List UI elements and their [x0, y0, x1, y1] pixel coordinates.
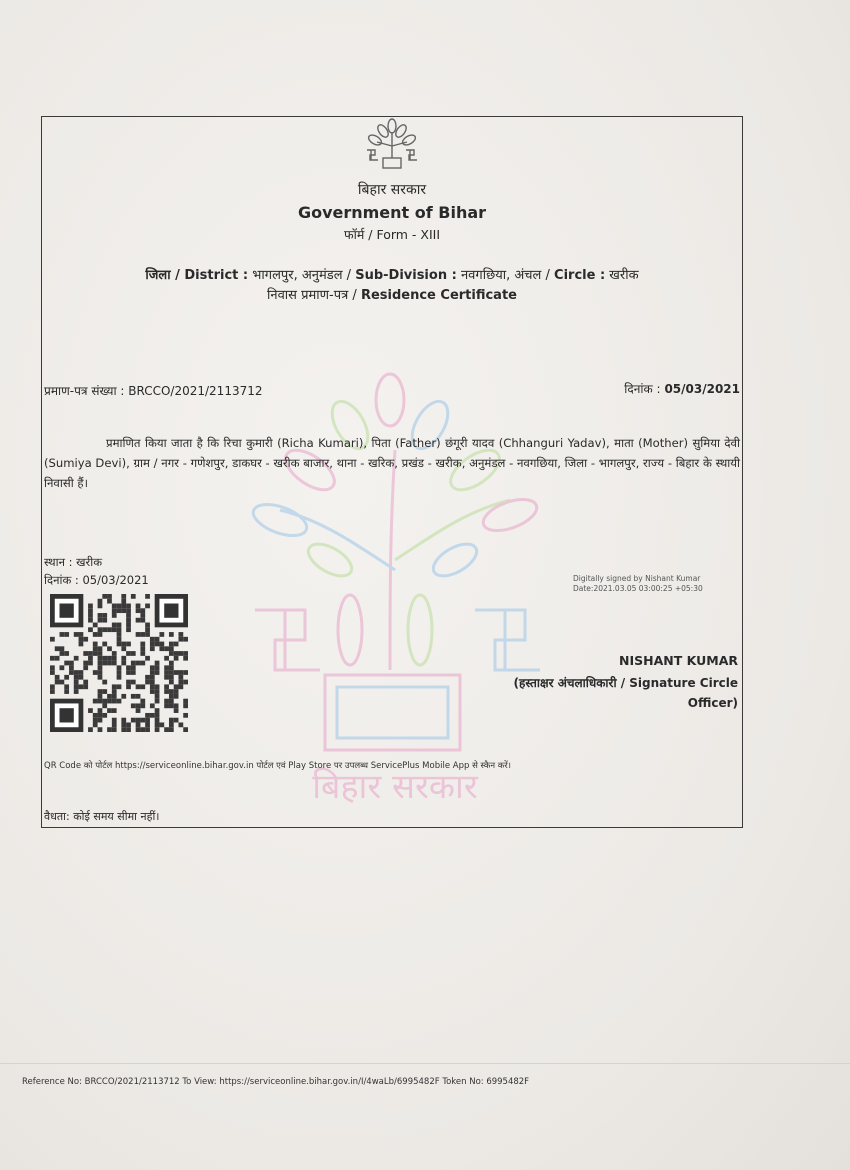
certificate-number: प्रमाण-पत्र संख्या : BRCCO/2021/2113712: [44, 384, 263, 398]
certificate-type-english: Residence Certificate: [360, 288, 517, 303]
certificate-body: प्रमाणित किया जाता है कि रिचा कुमारी (Richa Kumari), पिता (Father) छंगूरी यादव (Chhanguri Yadav), माता (Mother) सुमिया देवी (Sumiya Devi), ग्राम / नगर - गणेशपुर, डाकघर - खरीक बाजार, थाना - खरिक, प्रखंड - खरीक, अनुमंडल - नवगछिया, जिला - भागलपुर, राज्य - बिहार के स्थायी निवासी हैं।: [44, 436, 740, 490]
signatory-name: NISHANT KUMAR: [619, 653, 738, 668]
fold-line: [0, 1063, 850, 1064]
digital-signature-line-2: Date:2021.03.05 03:00:25 +05:30: [573, 584, 703, 593]
header-hindi-title: बिहार सरकार: [357, 182, 427, 198]
place: स्थान : खरीक: [44, 555, 103, 569]
certificate-date: [624, 380, 740, 397]
certificate-type-hindi: निवास प्रमाण-पत्र /: [267, 288, 357, 303]
certificate-type: [41, 285, 743, 303]
digital-signature-line-1: Digitally signed by Nishant Kumar: [573, 574, 701, 583]
certificate-date-value: 05/03/2021: [664, 382, 740, 396]
district-label: जिला / District :: [145, 268, 249, 283]
district-line: [41, 265, 743, 283]
certificate-date-label: दिनांक :: [624, 382, 661, 396]
qr-note: QR Code को पोर्टल https://serviceonline.bihar.gov.in पोर्टल एवं Play Store पर उपलब्ध ServicePlus Mobile App से स्कैन करें।: [44, 761, 512, 771]
qr-code-icon: [50, 594, 188, 732]
bihar-emblem-icon: [361, 118, 423, 174]
district-value: भागलपुर, अनुमंडल /: [252, 268, 352, 283]
validity: वैधता: कोई समय सीमा नहीं।: [44, 810, 160, 823]
form-number: फॉर्म / Form - XIII: [343, 227, 441, 242]
footer-reference: Reference No: BRCCO/2021/2113712 To View: https://serviceonline.bihar.gov.in/I/4waLb/6995482F Token No: 6995482F: [22, 1077, 530, 1087]
issue-date: दिनांक : 05/03/2021: [44, 573, 149, 587]
circle-value: खरीक: [609, 268, 639, 283]
circle-label: Circle :: [554, 268, 606, 283]
subdivision-value: नवगछिया, अंचल /: [460, 268, 550, 283]
header-english-title: Government of Bihar: [297, 203, 487, 222]
watermark-text: बिहार सरकार: [312, 767, 478, 807]
signatory-title: (हस्ताक्षर अंचलाधिकारी / Signature Circle Officer): [513, 676, 738, 710]
subdivision-label: Sub-Division :: [355, 268, 457, 283]
digital-signature: [573, 574, 703, 594]
